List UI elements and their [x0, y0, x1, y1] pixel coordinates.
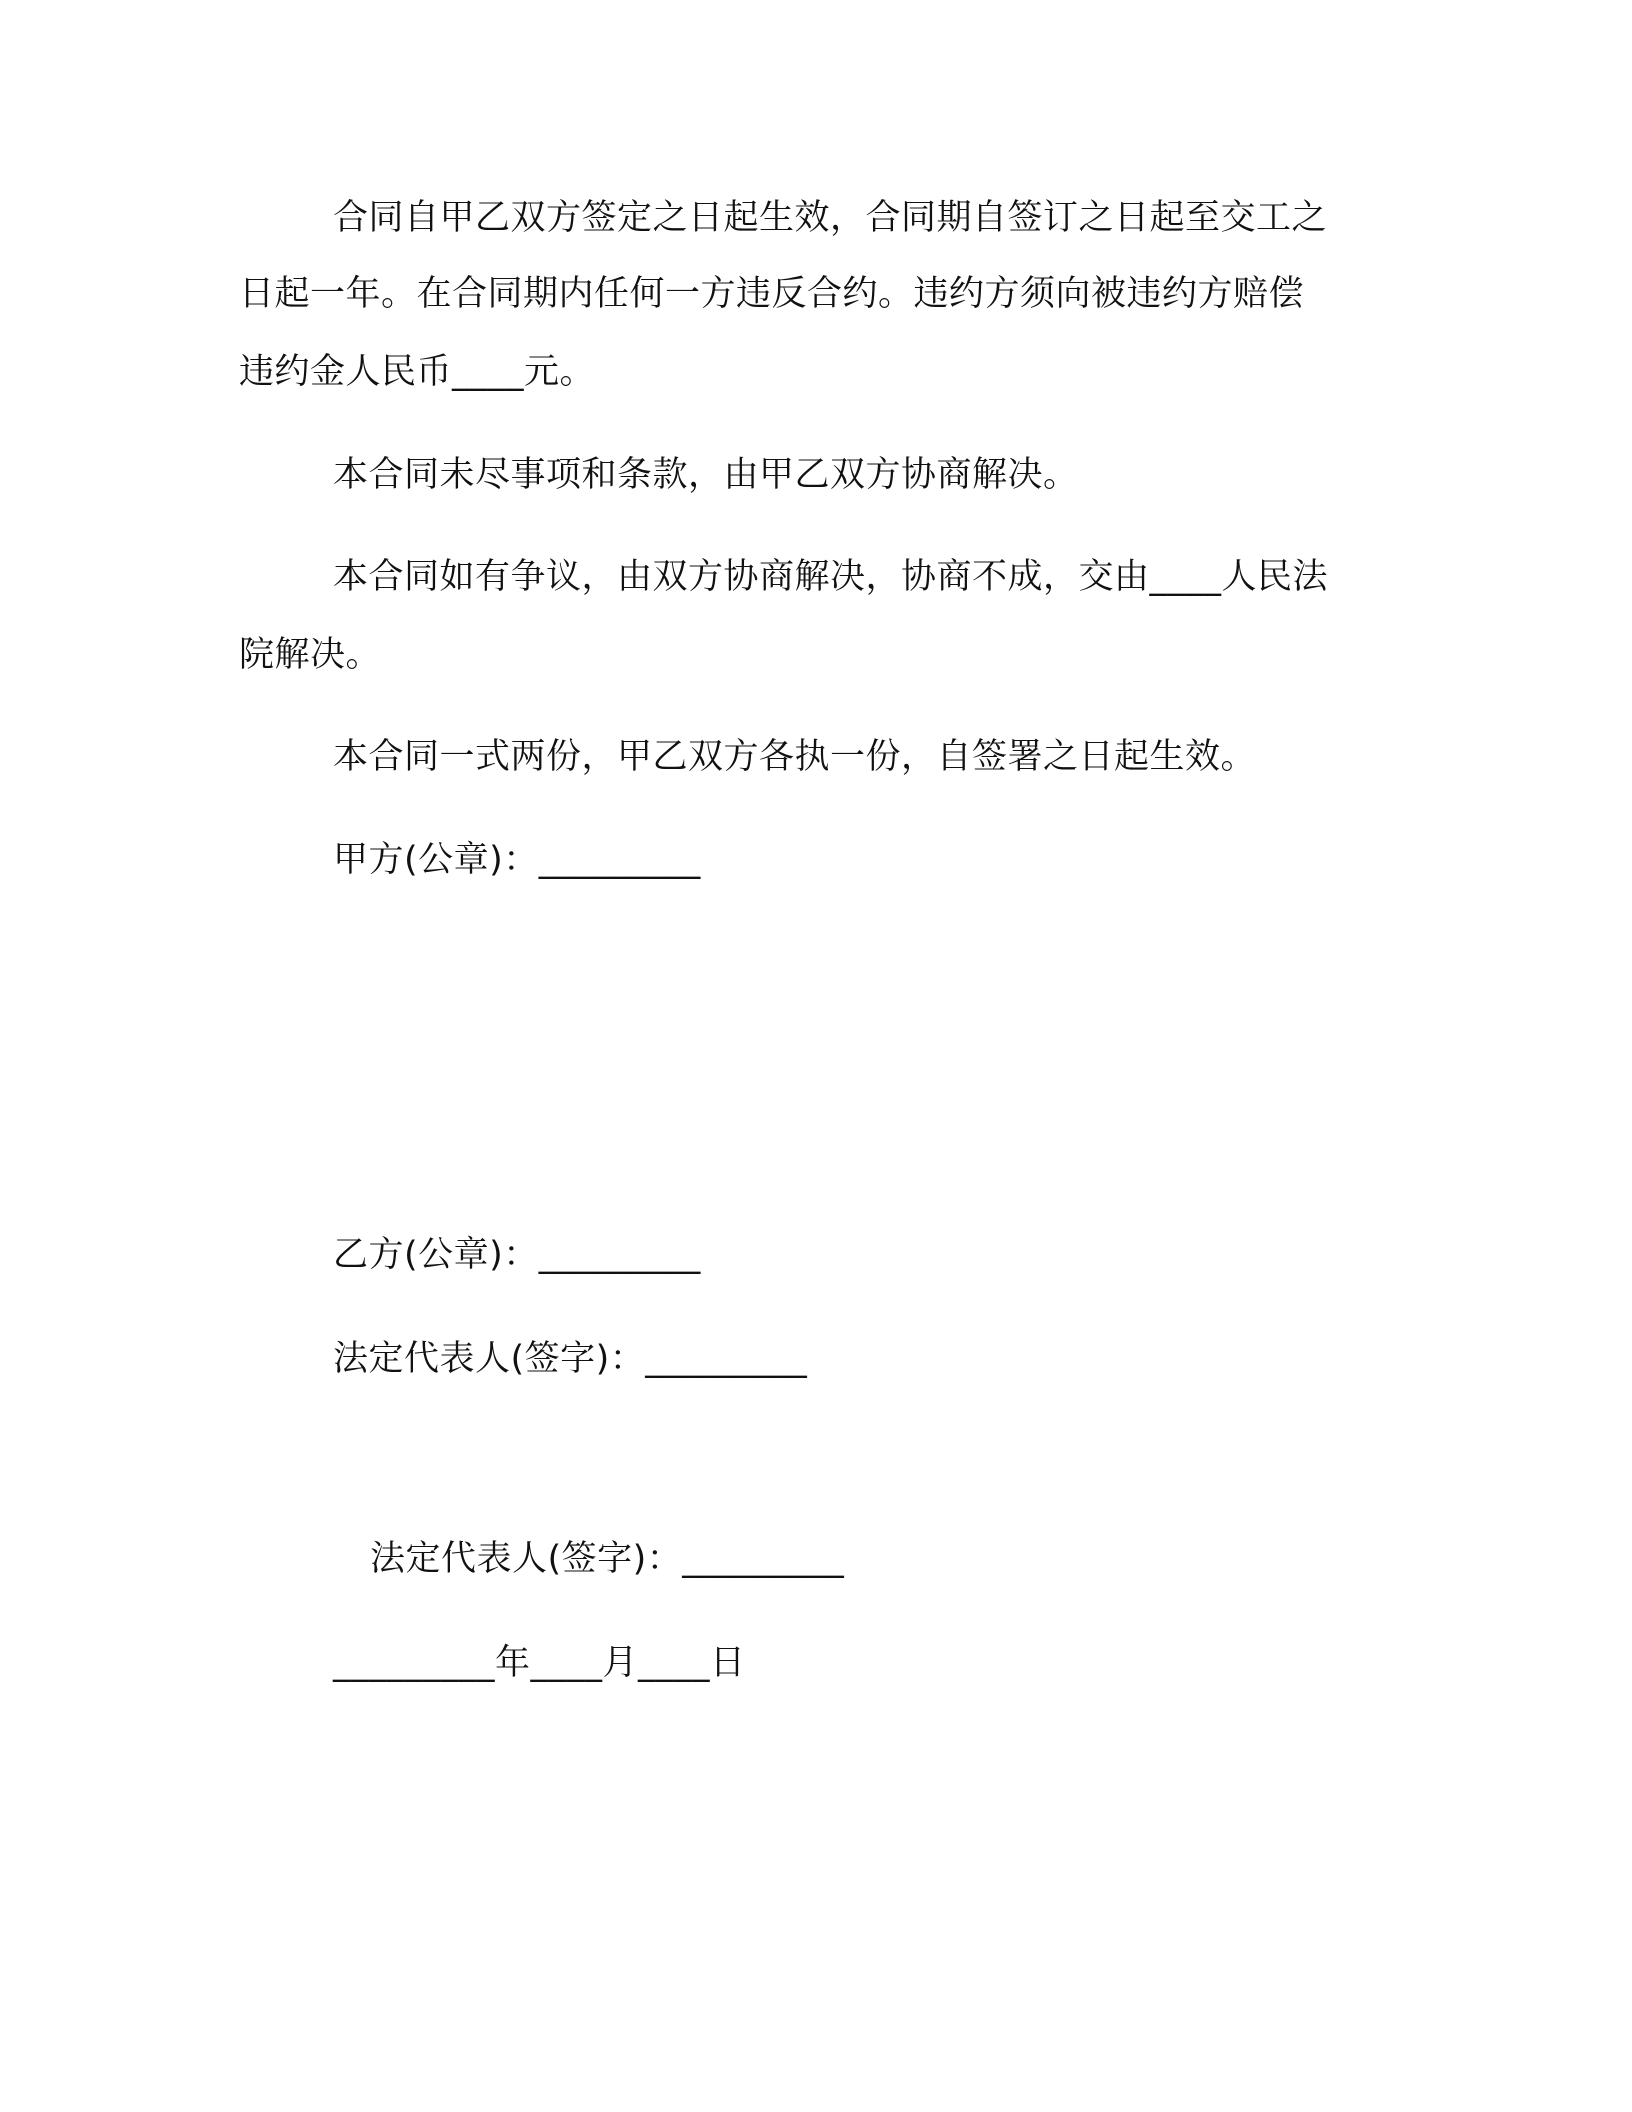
- party-b-seal-line: 乙方(公章)：_________: [333, 1235, 701, 1275]
- legal-representative-signature-line-1: 法定代表人(签字)：_________: [333, 1339, 808, 1379]
- paragraph-4-line-1: 本合同一式两份，甲乙双方各执一份，自签署之日起生效。: [333, 737, 1257, 777]
- paragraph-3-line-2: 院解决。: [239, 635, 382, 675]
- paragraph-2-line-1: 本合同未尽事项和条款，由甲乙双方协商解决。: [333, 455, 1079, 495]
- paragraph-1-line-2: 日起一年。在合同期内任何一方违反合约。违约方须向被违约方赔偿: [239, 274, 1305, 314]
- paragraph-1-line-3: 违约金人民币____元。: [239, 352, 596, 392]
- paragraph-1-line-1: 合同自甲乙双方签定之日起生效，合同期自签订之日起至交工之: [333, 198, 1328, 238]
- paragraph-3-line-1: 本合同如有争议，由双方协商解决，协商不成，交由____人民法: [333, 557, 1329, 597]
- legal-representative-signature-line-2: 法定代表人(签字)：_________: [370, 1539, 845, 1579]
- party-a-seal-line: 甲方(公章)：_________: [333, 840, 701, 880]
- signing-date-line: _________年____月____日: [333, 1643, 746, 1683]
